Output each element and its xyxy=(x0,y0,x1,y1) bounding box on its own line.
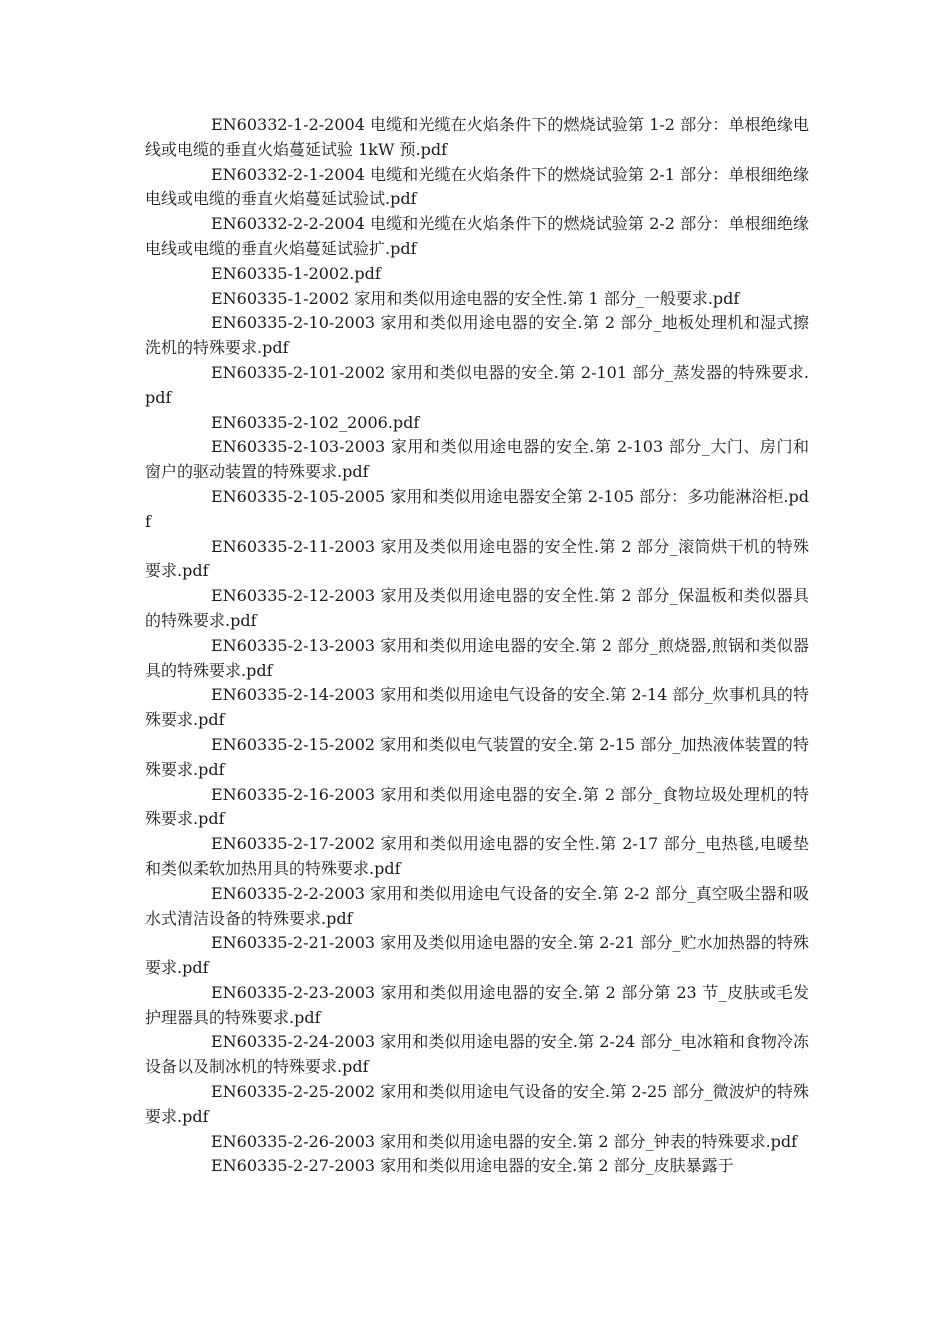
file-entry: EN60335-2-101-2002 家用和类似电器的安全.第 2-101 部分_蒸发器的特殊要求.pdf xyxy=(145,362,809,407)
file-entry: EN60335-2-21-2003 家用及类似用途电器的安全.第 2-21 部分_贮水加热器的特殊要求.pdf xyxy=(145,933,809,978)
file-entry: EN60335-2-26-2003 家用和类似用途电器的安全.第 2 部分_钟表的特殊要求.pdf xyxy=(211,1131,798,1151)
file-entry: EN60335-2-17-2002 家用和类似用途电器的安全性.第 2-17 部分_电热毯,电暖垫和类似柔软加热用具的特殊要求.pdf xyxy=(145,834,809,878)
file-entry: EN60335-2-23-2003 家用和类似用途电器的安全.第 2 部分第 23 节_皮肤或毛发护理器具的特殊要求.pdf xyxy=(145,982,809,1027)
file-entry: EN60335-2-10-2003 家用和类似用途电器的安全.第 2 部分_地板处理机和湿式擦洗机的特殊要求.pdf xyxy=(145,313,809,358)
file-entry: EN60335-2-11-2003 家用及类似用途电器的安全性.第 2 部分_滚筒烘干机的特殊要求.pdf xyxy=(145,536,809,581)
file-entry: EN60335-2-103-2003 家用和类似用途电器的安全.第 2-103 部分_大门、房门和窗户的驱动装置的特殊要求.pdf xyxy=(145,437,809,482)
file-entry: EN60335-2-15-2002 家用和类似电气装置的安全.第 2-15 部分_加热液体装置的特殊要求.pdf xyxy=(145,734,809,779)
file-entry: EN60335-2-24-2003 家用和类似用途电器的安全.第 2-24 部分_电冰箱和食物冷冻设备以及制冰机的特殊要求.pdf xyxy=(145,1032,809,1077)
file-entry: EN60335-2-2-2003 家用和类似用途电气设备的安全.第 2-2 部分_真空吸尘器和吸水式清洁设备的特殊要求.pdf xyxy=(145,883,809,928)
file-entry: EN60335-2-27-2003 家用和类似用途电器的安全.第 2 部分_皮肤暴露于 xyxy=(211,1156,734,1176)
file-entry: EN60335-2-102_2006.pdf xyxy=(211,412,420,432)
file-entry: EN60332-1-2-2004 电缆和光缆在火焰条件下的燃烧试验第 1-2 部分：单根绝缘电线或电缆的垂直火焰蔓延试验 1kW 预.pdf xyxy=(145,115,809,159)
file-entry: EN60335-2-12-2003 家用及类似用途电器的安全性.第 2 部分_保温板和类似器具的特殊要求.pdf xyxy=(145,586,809,630)
file-entry: EN60335-1-2002 家用和类似用途电器的安全性.第 1 部分_一般要求.pdf xyxy=(211,288,740,308)
file-entry: EN60335-2-14-2003 家用和类似用途电气设备的安全.第 2-14 部分_炊事机具的特殊要求.pdf xyxy=(145,685,809,730)
file-entry: EN60335-2-13-2003 家用和类似用途电器的安全.第 2 部分_煎烧器,煎锅和类似器具的特殊要求.pdf xyxy=(145,635,809,680)
file-entry: EN60335-2-16-2003 家用和类似用途电器的安全.第 2 部分_食物垃圾处理机的特殊要求.pdf xyxy=(145,784,809,829)
file-entry: EN60332-2-2-2004 电缆和光缆在火焰条件下的燃烧试验第 2-2 部分：单根细绝缘电线或电缆的垂直火焰蔓延试验扩.pdf xyxy=(145,214,809,258)
file-entry: EN60335-2-105-2005 家用和类似用途电器安全第 2-105 部分：多功能淋浴柜.pdf xyxy=(145,486,809,531)
file-entry: EN60335-1-2002.pdf xyxy=(211,263,381,283)
document-body xyxy=(145,113,809,1179)
file-entry: EN60335-2-25-2002 家用和类似用途电气设备的安全.第 2-25 部分_微波炉的特殊要求.pdf xyxy=(145,1082,809,1126)
file-entry: EN60332-2-1-2004 电缆和光缆在火焰条件下的燃烧试验第 2-1 部分：单根细绝缘电线或电缆的垂直火焰蔓延试验试.pdf xyxy=(145,164,809,209)
